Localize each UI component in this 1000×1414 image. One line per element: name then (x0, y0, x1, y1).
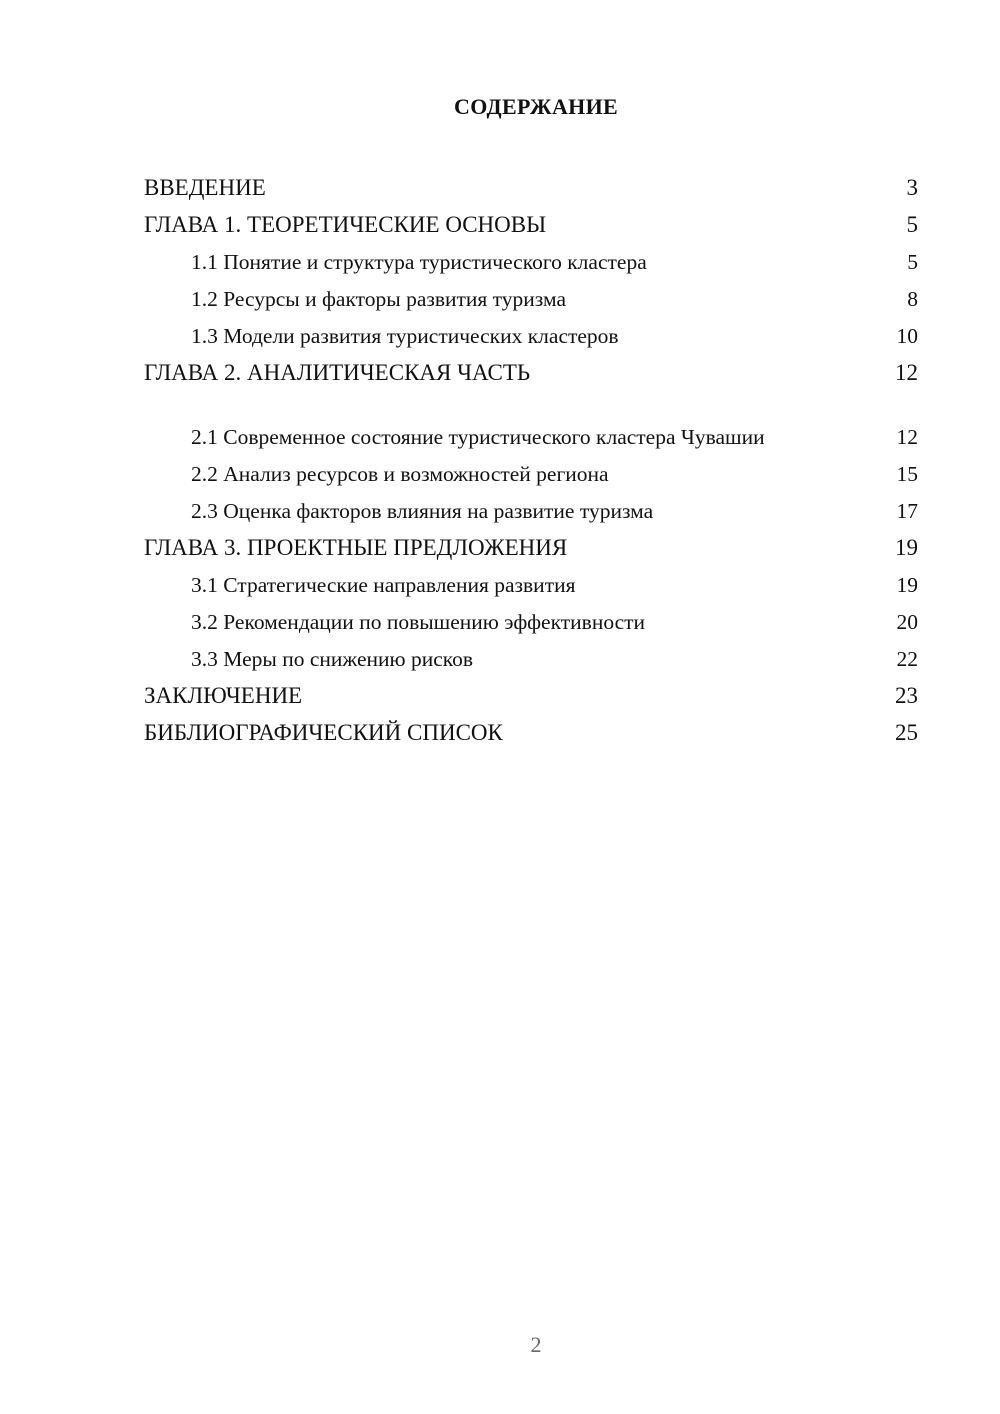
toc-entry-section-3-2[interactable] (144, 602, 918, 639)
toc-entry-chapter-2[interactable] (144, 353, 918, 390)
toc-entry-introduction[interactable] (144, 168, 918, 205)
toc-entry-page: 3 (906, 175, 918, 200)
toc-entry-section-3-1[interactable] (144, 565, 918, 602)
toc-entry-text: ВВЕДЕНИЕ (144, 175, 266, 200)
toc-entry-text: ГЛАВА 2. АНАЛИТИЧЕСКАЯ ЧАСТЬ (144, 360, 531, 385)
toc-entry-section-2-1[interactable] (144, 390, 918, 454)
toc-entry-page: 25 (895, 720, 918, 745)
page-number: 2 (530, 1332, 542, 1357)
toc-entry-text: ГЛАВА 3. ПРОЕКТНЫЕ ПРЕДЛОЖЕНИЯ (144, 535, 568, 560)
toc-entry-text: 1.2 Ресурсы и факторы развития туризма (191, 287, 566, 311)
toc-entry-section-2-3[interactable] (144, 491, 918, 528)
toc-entry-chapter-1[interactable] (144, 205, 918, 242)
toc-entry-page: 10 (896, 324, 918, 348)
toc-entry-page: 12 (896, 425, 918, 449)
toc-entry-page: 19 (896, 573, 918, 597)
toc-entry-page: 8 (907, 287, 918, 311)
toc-entry-text: 3.1 Стратегические направления развития (191, 573, 576, 597)
toc-entry-text: ГЛАВА 1. ТЕОРЕТИЧЕСКИЕ ОСНОВЫ (144, 212, 547, 237)
toc-entry-page: 23 (895, 683, 918, 708)
toc-entry-section-1-3[interactable] (144, 316, 918, 353)
toc-entry-page: 12 (895, 360, 918, 385)
table-of-contents (144, 168, 918, 750)
toc-entry-text: 1.1 Понятие и структура туристического кластера (191, 250, 647, 274)
toc-entry-page: 5 (907, 250, 918, 274)
toc-entry-page: 15 (896, 462, 918, 486)
toc-entry-page: 22 (896, 647, 918, 671)
toc-entry-text: 2.3 Оценка факторов влияния на развитие туризма (191, 499, 654, 523)
toc-entry-text: 2.2 Анализ ресурсов и возможностей региона (191, 462, 609, 486)
toc-entry-page: 19 (895, 535, 918, 560)
toc-entry-page: 20 (896, 610, 918, 634)
toc-entry-section-3-3[interactable] (144, 639, 918, 676)
toc-entry-text: 3.3 Меры по снижению рисков (191, 647, 473, 671)
toc-entry-page: 5 (906, 212, 918, 237)
toc-entry-text: БИБЛИОГРАФИЧЕСКИЙ СПИСОК (144, 720, 503, 745)
toc-title: СОДЕРЖАНИЕ (454, 94, 618, 119)
toc-entry-page: 17 (896, 499, 918, 523)
toc-entry-section-1-2[interactable] (144, 279, 918, 316)
toc-entry-conclusion[interactable] (144, 676, 918, 713)
toc-entry-text: 3.2 Рекомендации по повышению эффективности (191, 610, 646, 634)
toc-entry-text: ЗАКЛЮЧЕНИЕ (144, 683, 303, 708)
toc-entry-section-1-1[interactable] (144, 242, 918, 279)
toc-entry-bibliography[interactable] (144, 713, 918, 750)
toc-entry-chapter-3[interactable] (144, 528, 918, 565)
toc-entry-text: 2.1 Современное состояние туристического кластера Чувашии (191, 425, 765, 449)
toc-entry-section-2-2[interactable] (144, 454, 918, 491)
toc-entry-text: 1.3 Модели развития туристических кластеров (191, 324, 619, 348)
